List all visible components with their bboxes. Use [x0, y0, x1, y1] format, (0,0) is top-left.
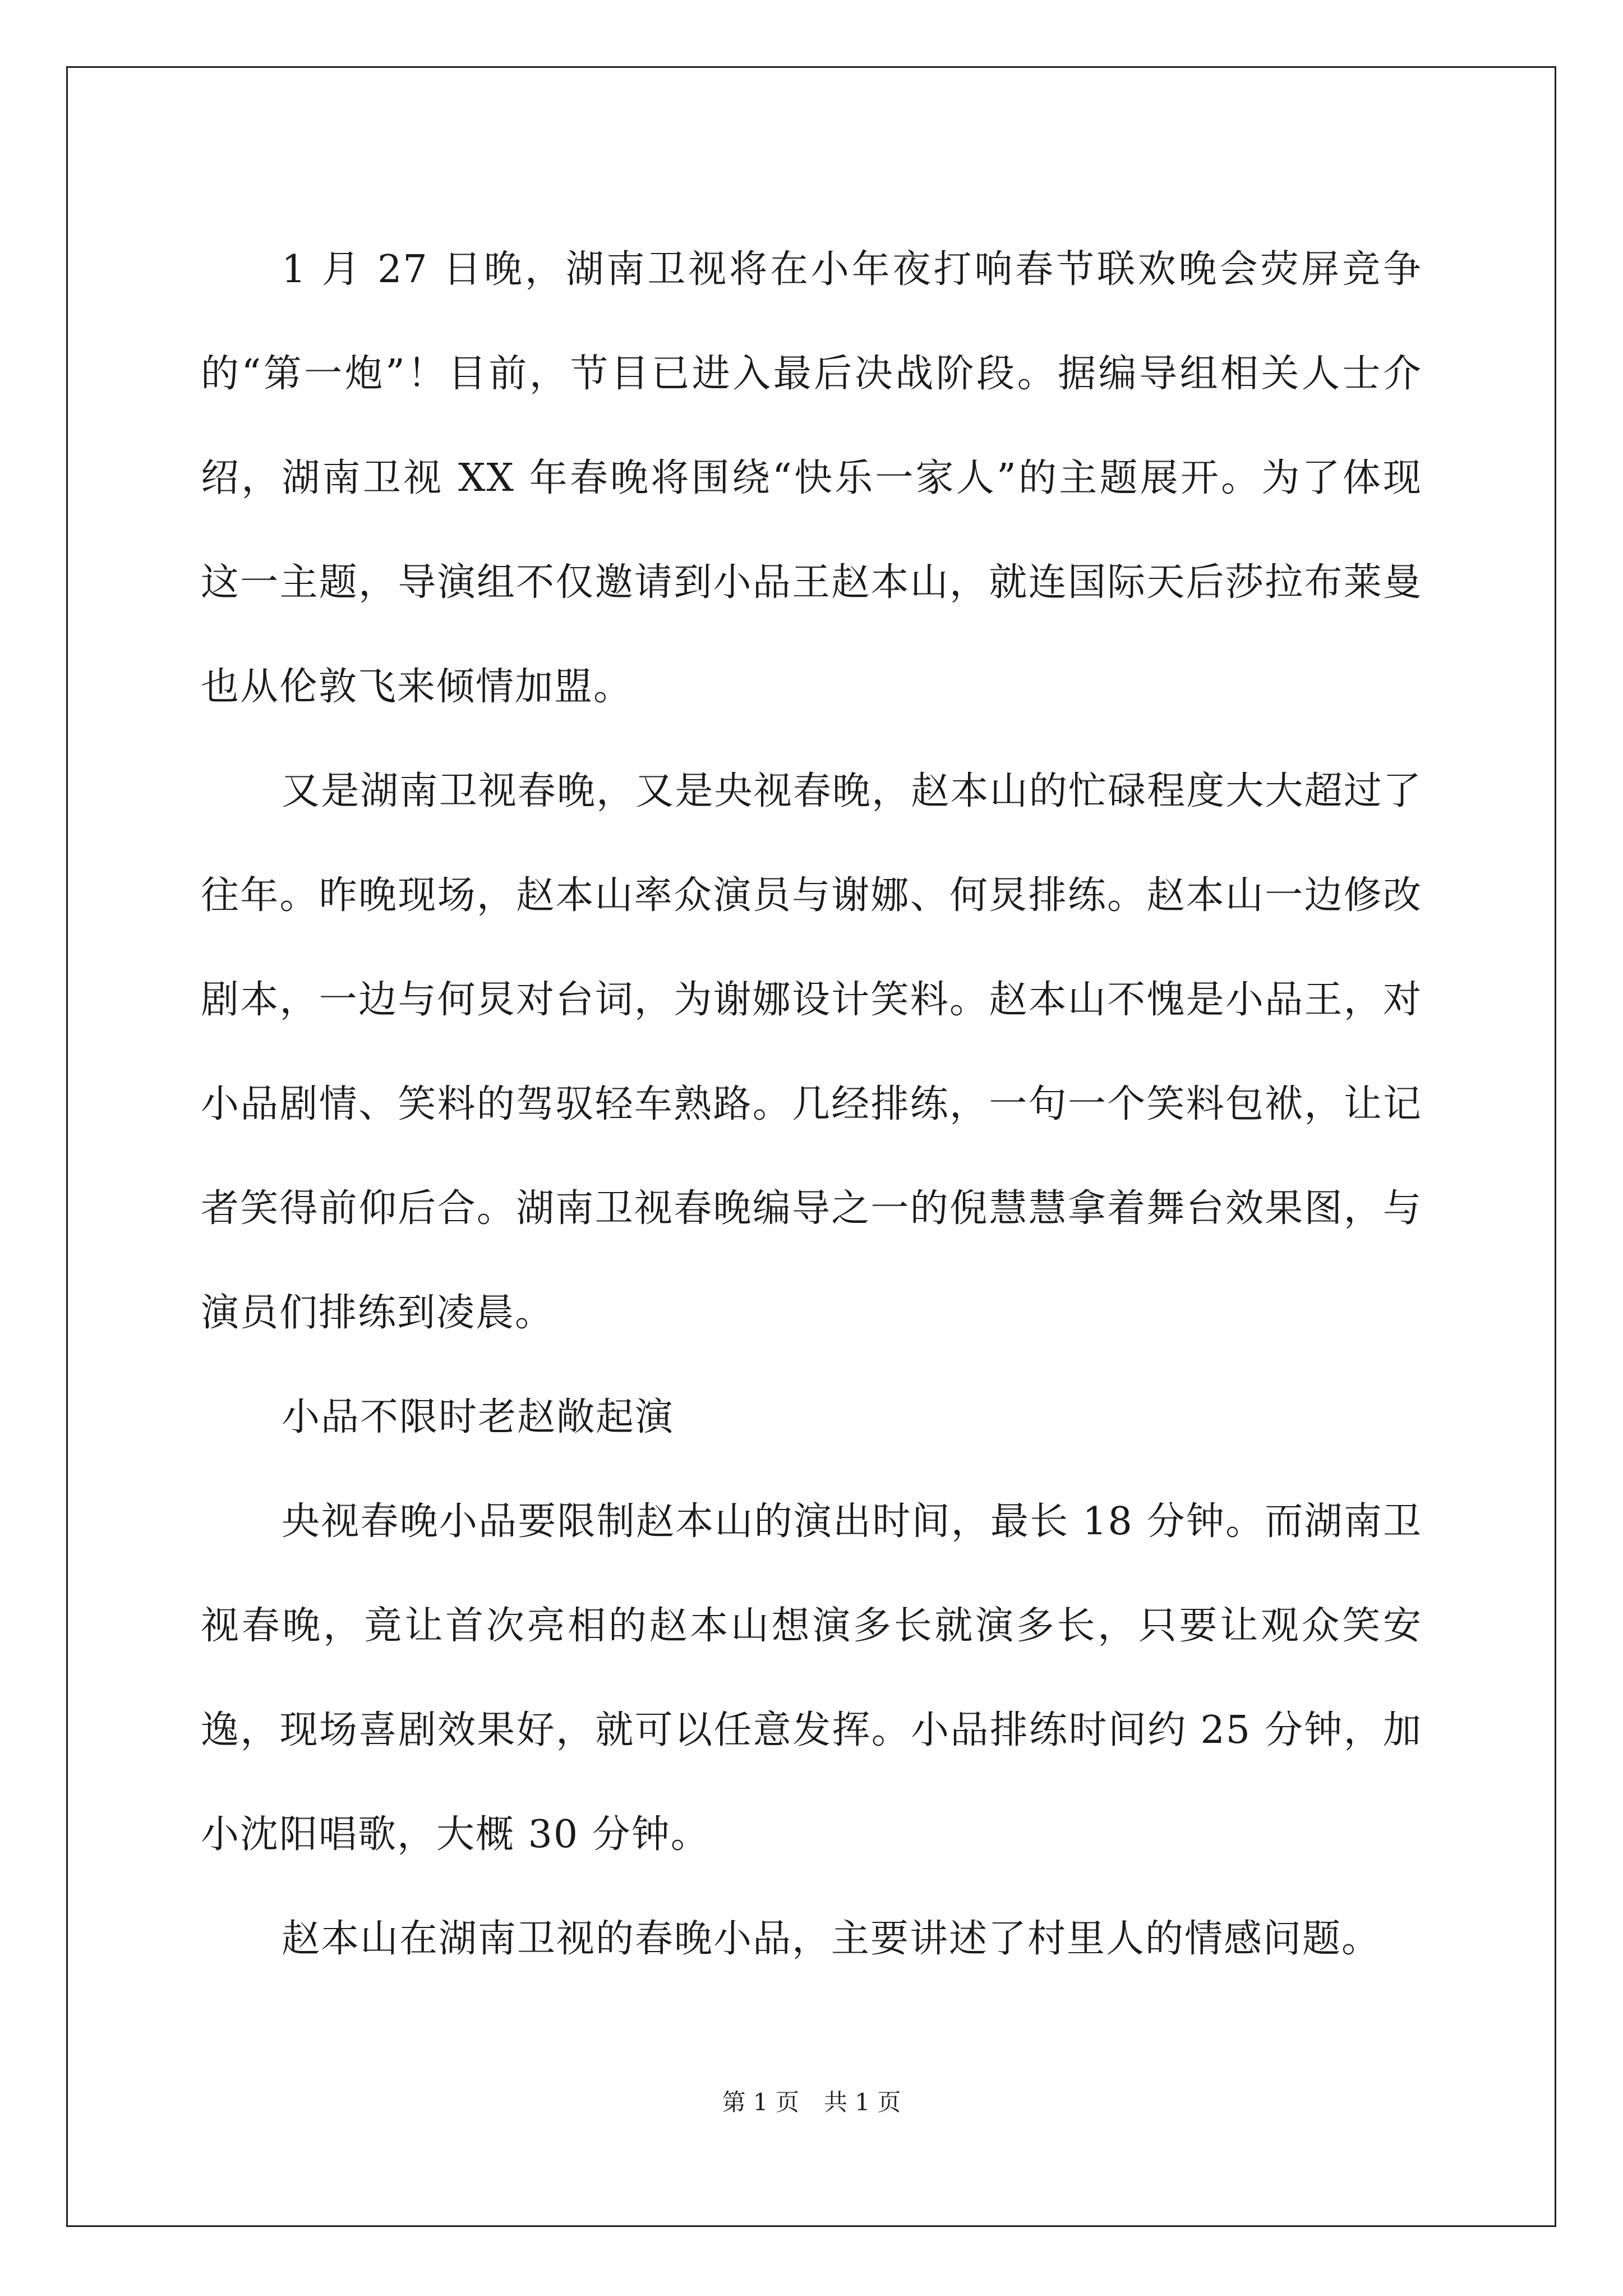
page-footer — [0, 2086, 1623, 2119]
page-total: 共 1 页 — [824, 2088, 901, 2116]
paragraph-1: 1 月 27 日晚，湖南卫视将在小年夜打响春节联欢晚会荧屏竞争的“第一炮”！目前，节目已进入最后决战阶段。据编导组相关人士介绍，湖南卫视 XX 年春晚将围绕“快乐一家人”的主题展开。为了体现这一主题，导演组不仅邀请到小品王赵本山，就连国际天后莎拉布莱曼也从伦敦飞来倾情加盟。 — [201, 247, 1422, 709]
page-number: 第 1 页 — [722, 2088, 799, 2116]
paragraph-4: 赵本山在湖南卫视的春晚小品，主要讲述了村里人的情感问题。 — [282, 1917, 1381, 1961]
paragraph-3: 央视春晚小品要限制赵本山的演出时间，最长 18 分钟。而湖南卫视春晚，竟让首次亮相的赵本山想演多长就演多长，只要让观众笑安逸，现场喜剧效果好，就可以任意发挥。小品排练时间约 25 分钟，加小沈阳唱歌，大概 30 分钟。 — [201, 1499, 1422, 1857]
document-body — [201, 218, 1422, 1991]
paragraph-2: 又是湖南卫视春晚，又是央视春晚，赵本山的忙碌程度大大超过了往年。昨晚现场，赵本山率众演员与谢娜、何炅排练。赵本山一边修改剧本，一边与何炅对台词，为谢娜设计笑料。赵本山不愧是小品王，对小品剧情、笑料的驾驭轻车熟路。几经排练，一句一个笑料包袱，让记者笑得前仰后合。湖南卫视春晚编导之一的倪慧慧拿着舞台效果图，与演员们排练到凌晨。 — [201, 769, 1422, 1335]
section-heading: 小品不限时老赵敞起演 — [282, 1395, 675, 1439]
